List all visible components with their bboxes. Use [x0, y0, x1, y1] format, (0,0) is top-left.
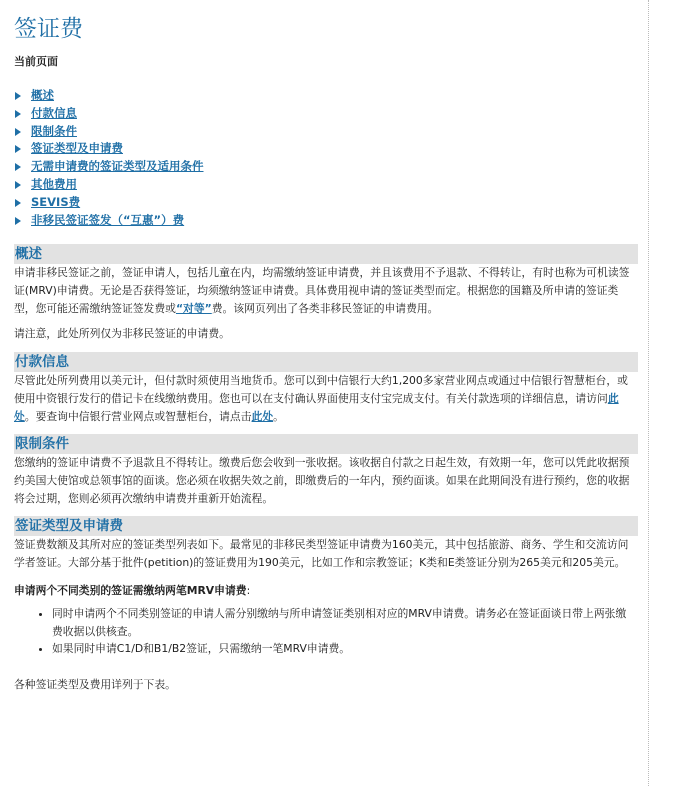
overview-text-end: 费。该网页列出了各类非移民签证的申请费用。 [211, 301, 439, 315]
toc-item [14, 105, 687, 123]
payment-options-link[interactable]: 此处 [14, 391, 619, 423]
toc-item [14, 123, 687, 141]
toc-item [14, 158, 687, 176]
toc-item [14, 87, 687, 105]
section-heading-restrictions: 限制条件 [14, 434, 638, 454]
arrow-right-icon [15, 181, 21, 189]
list-item: • 如果同时申请C1/D和B1/B2签证，只需缴纳一笔MRV申请费。 [52, 640, 638, 658]
arrow-right-icon [15, 128, 21, 136]
overview-note: 请注意，此处所列仅为非移民签证的申请费。 [14, 327, 230, 341]
current-page-label: 当前页面 [14, 55, 58, 68]
overview-paragraph [14, 264, 638, 317]
toc-item [14, 212, 687, 230]
visa-types-paragraph: 签证费数额及其所对应的签证类型列表如下。最常见的非移民类型签证申请费为160美元，其中包括旅游、商务、学生和交流访问学者签证。大部分基于批件(petition)的签证费用为190美元，比如工作和宗教签证；K类和E类签证分别为265美元和205美元。 [14, 538, 629, 570]
section-heading-visa-types: 签证类型及申请费 [14, 516, 638, 536]
toc-link-overview[interactable]: 概述 [31, 88, 54, 102]
overview-text: 申请非移民签证之前，签证申请人，包括儿童在内，均需缴纳签证申请费，并且该费用不予退款、不得转让，有时也称为可机读签证(MRV)申请费。无论是否获得签证，均须缴纳签证申请费。具体费用视申请的签证类型而定。根据您的国籍及所申请的签证类型，您可能还需缴纳签证签发费或 [14, 266, 630, 315]
toc-link-fee-exempt[interactable]: 无需申请费的签证类型及适用条件 [31, 159, 204, 174]
toc-link-visa-types[interactable]: 签证类型及申请费 [31, 141, 123, 156]
page-title: 签证费 [14, 16, 83, 42]
toc-link-restrictions[interactable]: 限制条件 [31, 123, 77, 138]
two-categories-subheading [14, 582, 638, 599]
restrictions-paragraph: 您缴纳的签证申请费不予退款且不得转让。缴费后您会收到一张收据。该收据自付款之日起生效，有效期一年，您可以凭此收据预约美国大使馆或总领事馆的面谈。您必须在收据失效之前，即缴费后的一年内，预约面谈。如果在此期间没有进行预约，您的收据将会过期，您则必须再次缴纳申请费并重新开始流程。 [14, 456, 630, 505]
fee-table-intro: 各种签证类型及费用详列于下表。 [14, 677, 176, 691]
payment-text-mid: 。要查询中信银行营业网点或智慧柜台，请点击 [24, 409, 252, 423]
payment-text-end: 。 [273, 409, 284, 423]
main-content [14, 244, 638, 693]
arrow-right-icon [15, 217, 21, 225]
toc-item [14, 176, 687, 194]
arrow-right-icon [15, 110, 21, 118]
subheading-text: 申请两个不同类别的签证需缴纳两笔MRV申请费 [14, 583, 247, 597]
toc-link-payment[interactable]: 付款信息 [31, 105, 77, 120]
section-heading-overview: 概述 [14, 244, 638, 264]
table-of-contents [14, 87, 687, 229]
toc-item [14, 140, 687, 158]
list-item: • 同时申请两个不同类别签证的申请人需分别缴纳与所申请签证类别相对应的MRV申请费。请务必在签证面谈日带上两张缴费收据以供核查。 [52, 605, 638, 640]
toc-link-sevis[interactable]: SEVIS费 [31, 194, 81, 209]
toc-link-reciprocity[interactable]: 非移民签证签发（“互惠”）费 [31, 212, 185, 227]
arrow-right-icon [15, 92, 21, 100]
arrow-right-icon [15, 163, 21, 171]
toc-item [14, 194, 687, 212]
bank-branch-link[interactable]: 此处 [251, 409, 274, 423]
payment-text: 尽管此处所列费用以美元计，但付款时须使用当地货币。您可以到中信银行大约1,200多家营业网点或通过中信银行智慧柜台，或使用中资银行发行的借记卡在线缴纳费用。您也可以在支付确认界面使用支付宝完成支付。有关付款选项的详细信息，请访问 [14, 374, 628, 405]
arrow-right-icon [15, 145, 21, 153]
section-heading-payment: 付款信息 [14, 352, 638, 372]
subheading-suffix: : [246, 583, 251, 597]
toc-link-other-fees[interactable]: 其他费用 [31, 176, 77, 191]
two-categories-list [14, 605, 638, 658]
payment-paragraph [14, 372, 638, 425]
reciprocity-link[interactable]: “对等” [175, 301, 212, 315]
arrow-right-icon [15, 199, 21, 207]
